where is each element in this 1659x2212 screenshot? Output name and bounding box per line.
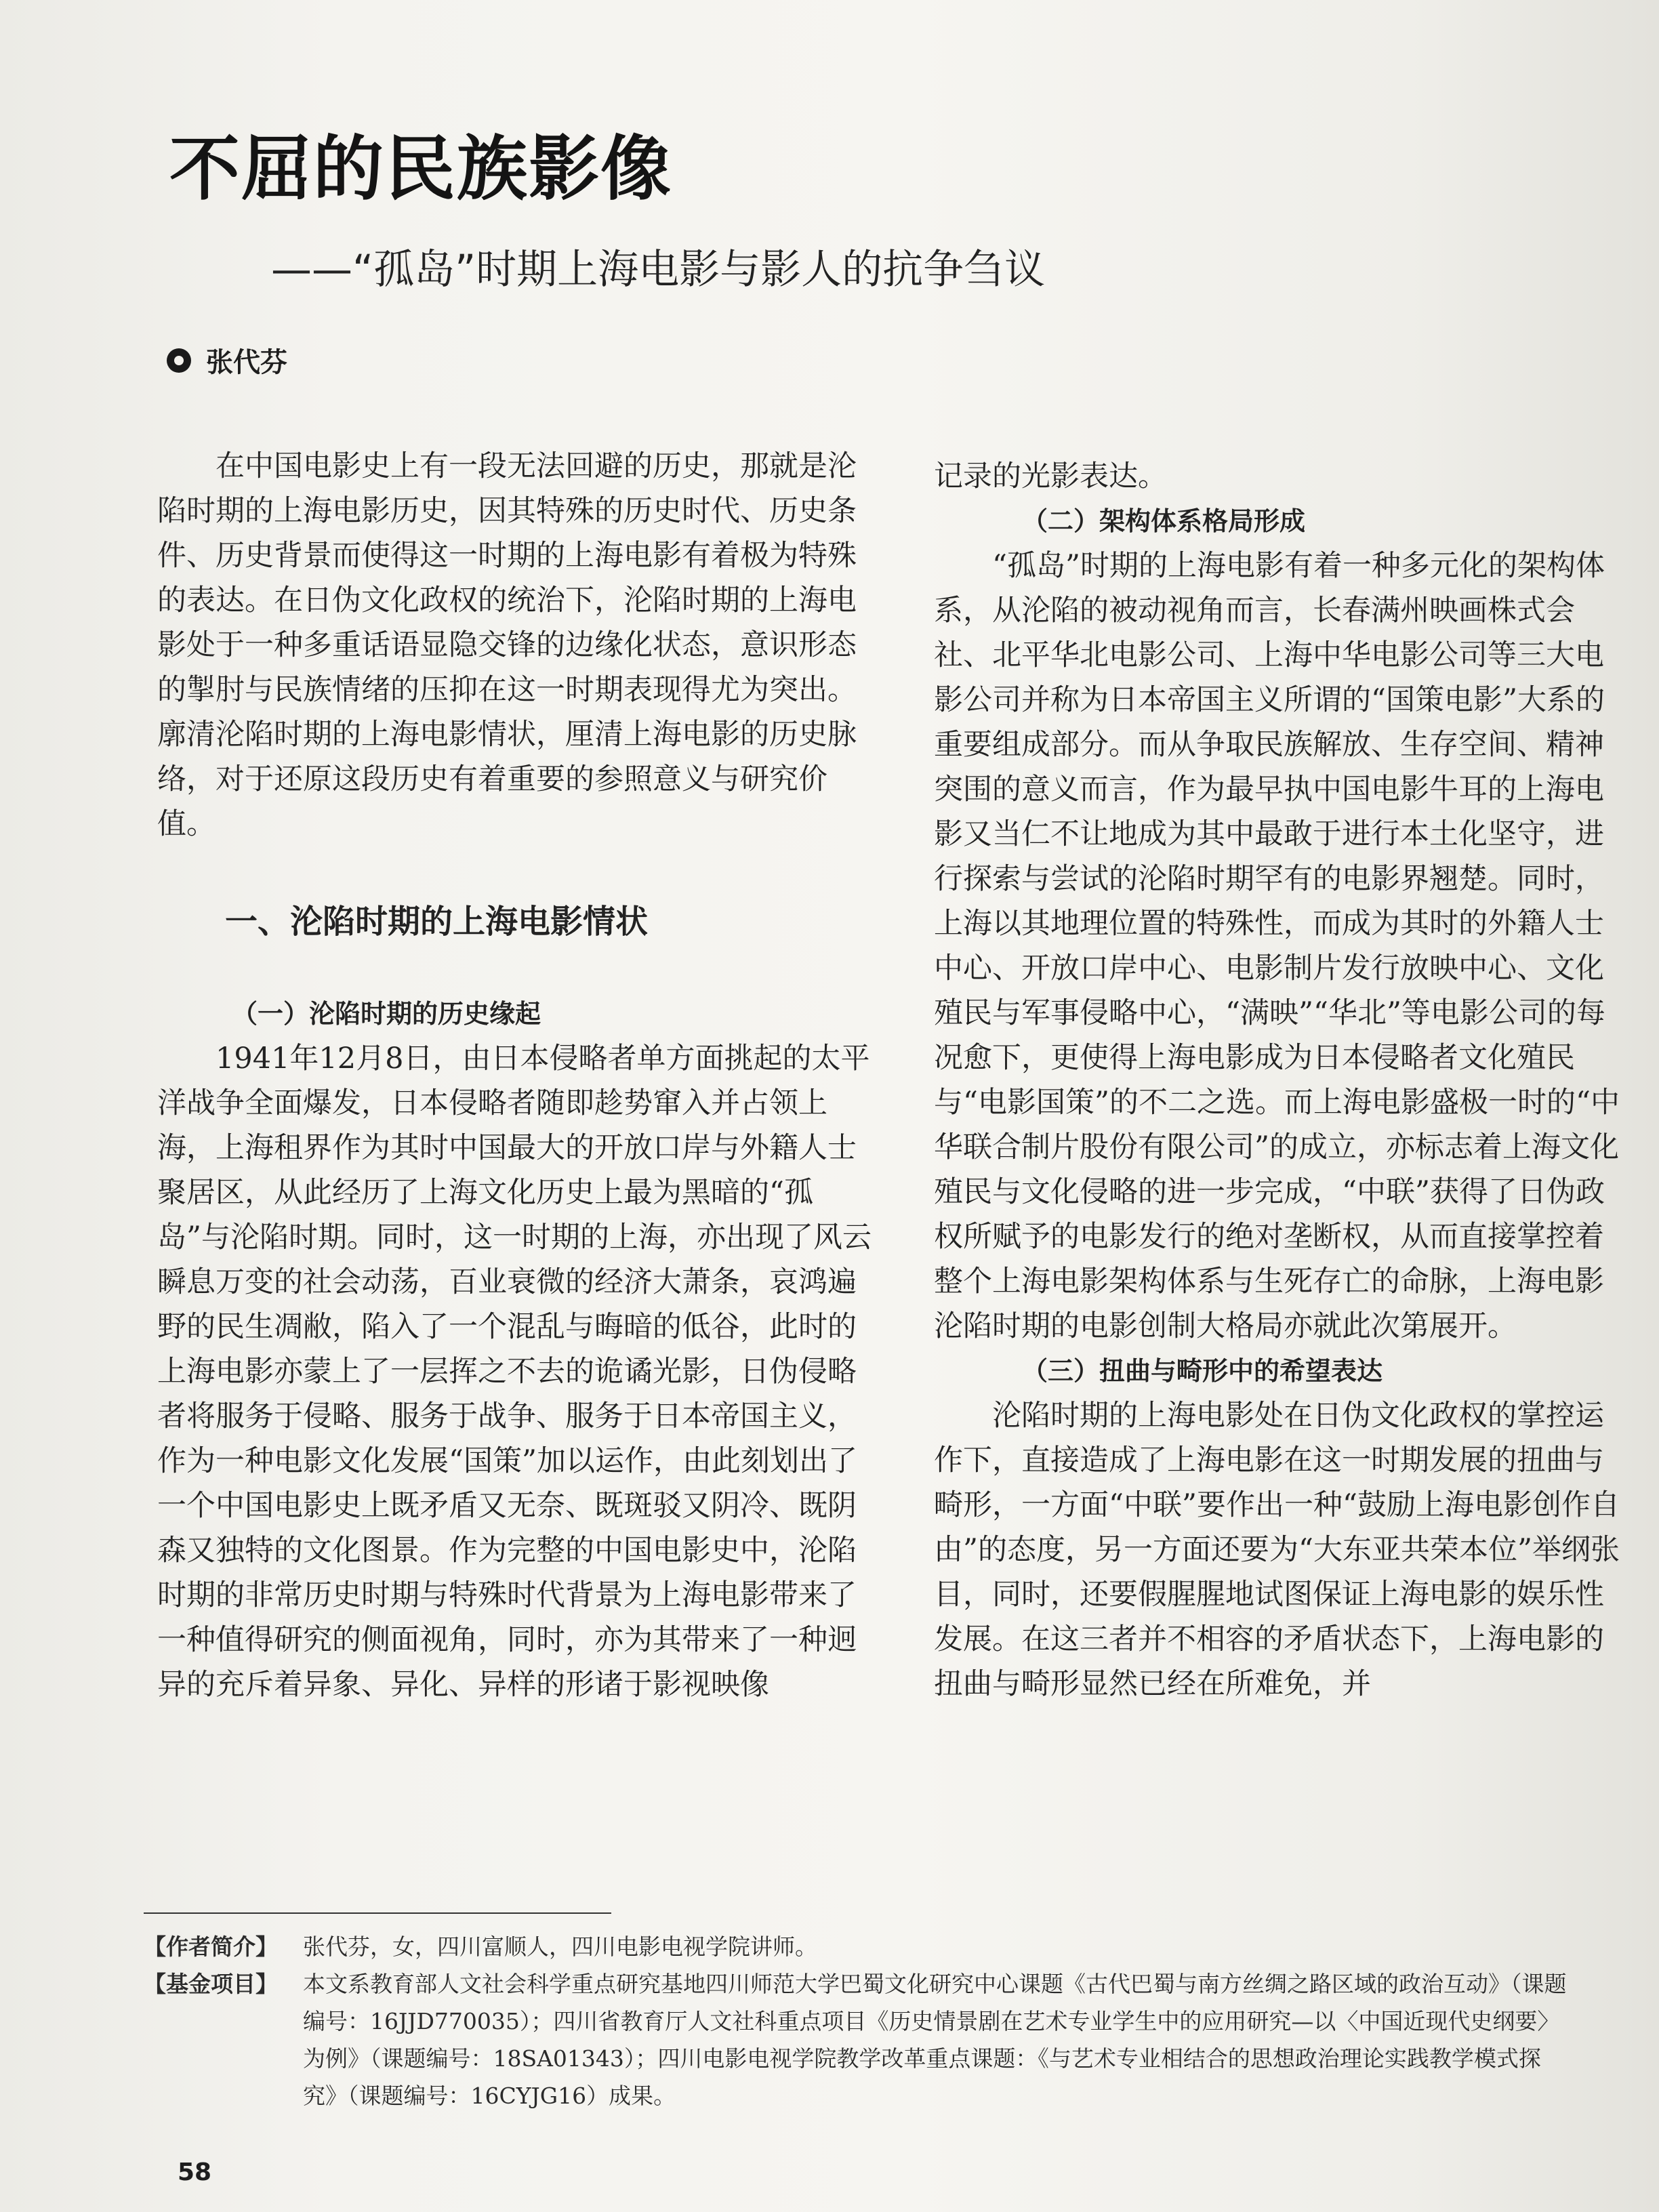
bullet-circle-icon — [167, 348, 191, 373]
author-note-text: 张代芬，女，四川富顺人，四川电影电视学院讲师。 — [303, 1933, 817, 1960]
footnote-divider — [144, 1912, 611, 1914]
fund-note-label: 【基金项目】 — [144, 1971, 278, 1997]
body-paragraph: “孤岛”时期的上海电影有着一种多元化的架构体系，从沦陷的被动视角而言，长春满州映画株式会社、北平华北电影公司、上海中华电影公司等三大电影公司并称为日本帝国主义所谓的“国策电影”大系的重要组成部分。而从争取民族解放、生存空间、精神突围的意义而言，作为最早执中国电影牛耳的上海电影又当仁不让地成为其中最敢于进行本土化坚守，进行探索与尝试的沦陷时期罕有的电影界翘楚。同时，上海以其地理位置的特殊性，而成为其时的外籍人士中心、开放口岸中心、电影制片发行放映中心、文化殖民与军事侵略中心，“满映”“华北”等电影公司的每况愈下，更使得上海电影成为日本侵略者文化殖民与“电影国策”的不二之选。而上海电影盛极一时的“中华联合制片股份有限公司”的成立，亦标志着上海文化殖民与文化侵略的进一步完成，“中联”获得了日伪政权所赋予的电影发行的绝对垄断权，从而直接掌控着整个上海电影架构体系与生死存亡的命脉，上海电影沦陷时期的电影创制大格局亦就此次第展开。 — [934, 549, 1620, 1343]
article-subtitle: ——“孤岛”时期上海电影与影人的抗争刍议 — [271, 246, 1046, 293]
page-number: 58 — [178, 2158, 212, 2186]
left-column — [157, 444, 874, 1707]
article-title: 不屈的民族影像 — [169, 127, 673, 210]
body-paragraph: 1941年12月8日，由日本侵略者单方面挑起的太平洋战争全面爆发，日本侵略者随即趁势窜入并占领上海，上海租界作为其时中国最大的开放口岸与外籍人士聚居区，从此经历了上海文化历史上最为黑暗的“孤岛”与沦陷时期。同时，这一时期的上海，亦出现了风云瞬息万变的社会动荡，百业衰微的经济大萧条，哀鸿遍野的民生凋敝，陷入了一个混乱与晦暗的低谷，此时的上海电影亦蒙上了一层挥之不去的诡谲光影，日伪侵略者将服务于侵略、服务于战争、服务于日本帝国主义，作为一种电影文化发展“国策”加以运作，由此刻划出了一个中国电影史上既矛盾又无奈、既斑驳又阴冷、既阴森又独特的文化图景。作为完整的中国电影史中，沦陷时期的非常历史时期与特殊时代背景为上海电影带来了一种值得研究的侧面视角，同时，亦为其带来了一种迥异的充斥着异象、异化、异样的形诸于影视映像 — [157, 1042, 872, 1702]
subsection-heading: （二）架构体系格局形成 — [1022, 506, 1306, 536]
author-note — [144, 1928, 1574, 1965]
subsection-heading: （三）扭曲与畸形中的希望表达 — [1022, 1355, 1383, 1386]
footnotes — [144, 1928, 1574, 2114]
author-name: 张代芬 — [206, 347, 287, 378]
body-paragraph: 沦陷时期的上海电影处在日伪文化政权的掌控运作下，直接造成了上海电影在这一时期发展的扭曲与畸形，一方面“中联”要作出一种“鼓励上海电影创作自由”的态度，另一方面还要为“大东亚共荣本位”举纲张目，同时，还要假腥腥地试图保证上海电影的娱乐性发展。在这三者并不相容的矛盾状态下，上海电影的扭曲与畸形显然已经在所难免，并 — [934, 1399, 1620, 1701]
intro-paragraph: 在中国电影史上有一段无法回避的历史，那就是沦陷时期的上海电影历史，因其特殊的历史时代、历史条件、历史背景而使得这一时期的上海电影有着极为特殊的表达。在日伪文化政权的统治下，沦陷时期的上海电影处于一种多重话语显隐交锋的边缘化状态，意识形态的掣肘与民族情绪的压抑在这一时期表现得尤为突出。廓清沦陷时期的上海电影情状，厘清上海电影的历史脉络，对于还原这段历史有着重要的参照意义与研究价值。 — [157, 449, 857, 841]
right-column — [934, 454, 1632, 1706]
author-note-label: 【作者简介】 — [144, 1933, 278, 1960]
subsection-heading: （一）沦陷时期的历史缘起 — [232, 998, 541, 1029]
fund-note — [144, 1965, 1574, 2114]
section-heading: 一、沦陷时期的上海电影情状 — [225, 903, 649, 941]
author-line — [167, 341, 287, 380]
fund-note-text: 本文系教育部人文社会科学重点研究基地四川师范大学巴蜀文化研究中心课题《古代巴蜀与南方丝绸之路区域的政治互动》（课题编号：16JJD770035）；四川省教育厅人文社科重点项目《历史情景剧在艺术专业学生中的应用研究—以〈中国近现代史纲要〉为例》（课题编号：18SA01343）；四川电影电视学院教学改革重点课题：《与艺术专业相结合的思想政治理论实践教学模式探究》（课题编号：16CYJG16）成果。 — [303, 1971, 1567, 2109]
continuation-text: 记录的光影表达。 — [934, 459, 1167, 493]
